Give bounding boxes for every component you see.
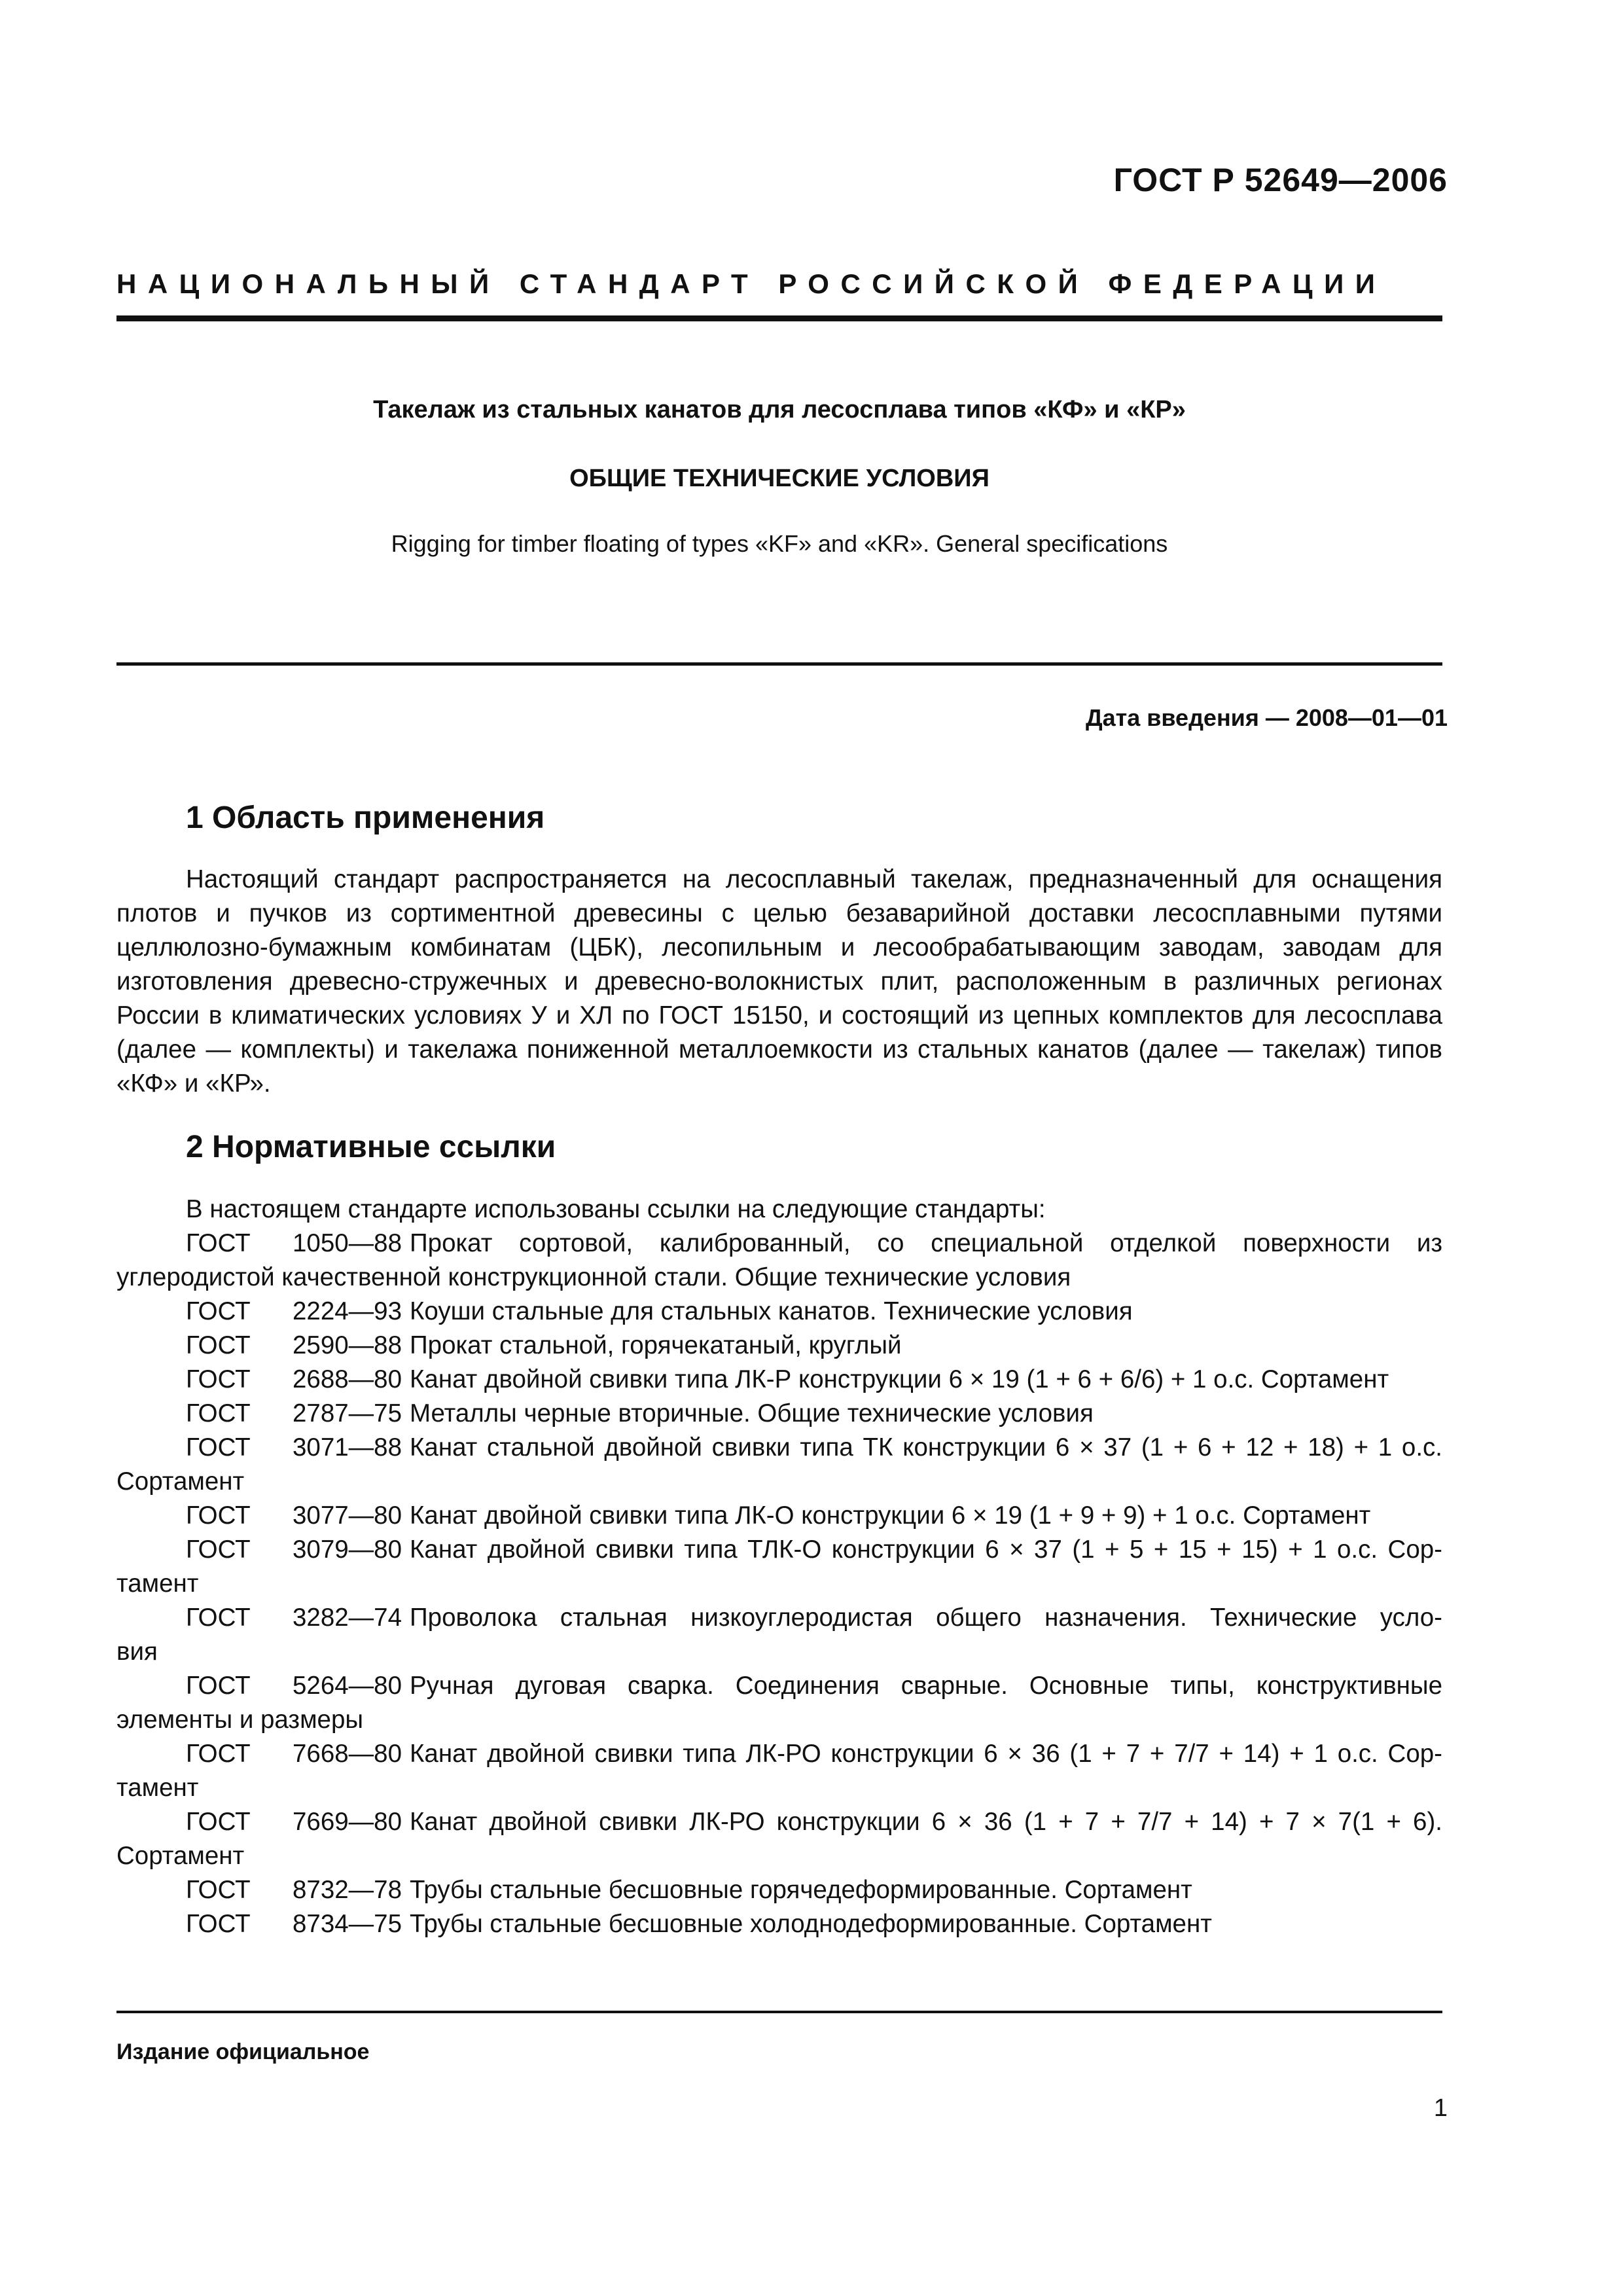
- document-title-ru: Такелаж из стальных канатов для лесосплава типов «КФ» и «КР»: [373, 396, 1186, 423]
- document-number: ГОСТ Р 52649—2006: [1113, 162, 1448, 198]
- reference-prefix: ГОСТ: [186, 1297, 251, 1325]
- reference-prefix: ГОСТ: [186, 1535, 251, 1564]
- reference-code: [186, 1329, 402, 1363]
- reference-code: [186, 1601, 402, 1635]
- reference-prefix: ГОСТ: [186, 1399, 251, 1427]
- reference-number: 3079—80: [293, 1535, 402, 1564]
- reference-item: [116, 1601, 1442, 1635]
- reference-title-continuation: Сортамент: [116, 1467, 245, 1496]
- reference-title-continuation: вия: [116, 1638, 158, 1666]
- scope-paragraph: Настоящий стандарт распространяется на лесосплавный такелаж, предназначенный для оснащения плотов и пучков из сортиментной древесины с целью безаварийной доставки лесосплавными путями целлюлозно-бумажным комбинатам (ЦБК), лесопильным и лесообрабатывающим заводам, заводам для изготовления древесно-стружечных и древесно-волокнистых плит, расположенным в различных регионах России в климатических условиях У и ХЛ по ГОСТ 15150, и состоящий из цепных комплектов для лесосплава (далее — комплекты) и такелажа пониженной металлоемкости из стальных канатов (далее — такелаж) типов «КФ» и «КР».: [116, 865, 1442, 1098]
- official-edition-label: Издание официальное: [116, 2039, 370, 2064]
- reference-title: Канат двойной свивки ЛК-РО конструкции 6 × 36 (1 + 7 + 7/7 + 14) + 7 × 7(1 + 6).: [410, 1808, 1442, 1836]
- reference-code: [186, 1397, 402, 1431]
- reference-code: [186, 1295, 402, 1329]
- section-2-heading: 2 Нормативные ссылки: [186, 1130, 556, 1164]
- reference-title-continuation: тамент: [116, 1570, 199, 1598]
- reference-prefix: ГОСТ: [186, 1331, 251, 1359]
- reference-prefix: ГОСТ: [186, 1365, 251, 1393]
- reference-code: [186, 1805, 402, 1839]
- reference-number: 2688—80: [293, 1365, 402, 1393]
- reference-prefix: ГОСТ: [186, 1740, 251, 1768]
- reference-number: 2590—88: [293, 1331, 402, 1359]
- reference-item: [116, 1329, 1442, 1363]
- reference-title: Прокат сортовой, калиброванный, со специальной отделкой поверхности из: [410, 1229, 1442, 1257]
- reference-number: 8732—78: [293, 1876, 402, 1904]
- section-1-text: [116, 863, 1442, 1101]
- reference-code: [186, 1533, 402, 1567]
- reference-item: [116, 1363, 1442, 1397]
- reference-item: [116, 1737, 1442, 1771]
- reference-title: Канат двойной свивки типа ТЛК-О конструкции 6 × 37 (1 + 5 + 15 + 15) + 1 о.с. Сор-: [410, 1535, 1442, 1564]
- reference-number: 1050—88: [293, 1229, 402, 1257]
- reference-code: [186, 1737, 402, 1771]
- normative-references: [116, 1193, 1442, 1941]
- reference-title-continuation: углеродистой качественной конструкционной стали. Общие технические условия: [116, 1263, 1071, 1291]
- reference-prefix: ГОСТ: [186, 1604, 251, 1632]
- reference-item: [116, 1873, 1442, 1907]
- header-divider: [116, 315, 1442, 321]
- reference-title: Трубы стальные бесшовные холоднодеформированные. Сортамент: [410, 1910, 1212, 1938]
- reference-title: Коуши стальные для стальных канатов. Технические условия: [410, 1297, 1133, 1325]
- reference-item: [116, 1397, 1442, 1431]
- reference-title-continuation: тамент: [116, 1774, 199, 1802]
- reference-title: Металлы черные вторичные. Общие технические условия: [410, 1399, 1094, 1427]
- reference-title: Трубы стальные бесшовные горячедеформированные. Сортамент: [410, 1876, 1192, 1904]
- reference-number: 3077—80: [293, 1501, 402, 1530]
- reference-prefix: ГОСТ: [186, 1876, 251, 1904]
- introduction-date: Дата введения — 2008—01—01: [1085, 704, 1448, 731]
- reference-title: Ручная дуговая сварка. Соединения сварные. Основные типы, конструктивные: [410, 1672, 1442, 1700]
- page-number: 1: [1433, 2094, 1448, 2122]
- reference-title: Канат стальной двойной свивки типа ТК конструкции 6 × 37 (1 + 6 + 12 + 18) + 1 о.с.: [410, 1433, 1442, 1462]
- reference-number: 3071—88: [293, 1433, 402, 1462]
- reference-code: [186, 1499, 402, 1533]
- reference-number: 5264—80: [293, 1672, 402, 1700]
- reference-prefix: ГОСТ: [186, 1229, 251, 1257]
- reference-item: [116, 1227, 1442, 1261]
- reference-prefix: ГОСТ: [186, 1501, 251, 1530]
- reference-item: [116, 1431, 1442, 1465]
- references-intro: В настоящем стандарте использованы ссылки на следующие стандарты:: [186, 1195, 1046, 1223]
- reference-code: [186, 1363, 402, 1397]
- reference-code: [186, 1227, 402, 1261]
- reference-item: [116, 1907, 1442, 1941]
- reference-code: [186, 1669, 402, 1703]
- reference-prefix: ГОСТ: [186, 1433, 251, 1462]
- reference-code: [186, 1907, 402, 1941]
- reference-number: 2787—75: [293, 1399, 402, 1427]
- reference-item: [116, 1499, 1442, 1533]
- reference-title: Прокат стальной, горячекатаный, круглый: [410, 1331, 902, 1359]
- reference-title: Канат двойной свивки типа ЛК-О конструкции 6 × 19 (1 + 9 + 9) + 1 о.с. Сортамент: [410, 1501, 1371, 1530]
- reference-title-continuation: Сортамент: [116, 1842, 245, 1870]
- reference-title-continuation: элементы и размеры: [116, 1706, 364, 1734]
- reference-list: [116, 1227, 1442, 1941]
- reference-prefix: ГОСТ: [186, 1910, 251, 1938]
- reference-number: 7668—80: [293, 1740, 402, 1768]
- footer-divider: [116, 2011, 1442, 2013]
- reference-prefix: ГОСТ: [186, 1808, 251, 1836]
- title-divider: [116, 662, 1442, 666]
- reference-item: [116, 1669, 1442, 1703]
- reference-title: Канат двойной свивки типа ЛК-Р конструкции 6 × 19 (1 + 6 + 6/6) + 1 о.с. Сортамент: [410, 1365, 1389, 1393]
- reference-number: 8734—75: [293, 1910, 402, 1938]
- national-standard-title: НАЦИОНАЛЬНЫЙ СТАНДАРТ РОССИЙСКОЙ ФЕДЕРАЦИИ: [116, 268, 1387, 299]
- document-subtitle-ru: ОБЩИЕ ТЕХНИЧЕСКИЕ УСЛОВИЯ: [569, 465, 990, 492]
- reference-number: 7669—80: [293, 1808, 402, 1836]
- reference-prefix: ГОСТ: [186, 1672, 251, 1700]
- reference-item: [116, 1533, 1442, 1567]
- reference-title: Проволока стальная низкоуглеродистая общего назначения. Технические усло-: [410, 1604, 1442, 1632]
- reference-item: [116, 1805, 1442, 1839]
- reference-number: 3282—74: [293, 1604, 402, 1632]
- reference-title: Канат двойной свивки типа ЛК-РО конструкции 6 × 36 (1 + 7 + 7/7 + 14) + 1 о.с. Сор-: [410, 1740, 1442, 1768]
- reference-item: [116, 1295, 1442, 1329]
- reference-code: [186, 1431, 402, 1465]
- reference-code: [186, 1873, 402, 1907]
- document-title-en: Rigging for timber floating of types «KF» and «KR». General specifications: [391, 530, 1168, 557]
- reference-number: 2224—93: [293, 1297, 402, 1325]
- section-1-heading: 1 Область применения: [186, 800, 545, 835]
